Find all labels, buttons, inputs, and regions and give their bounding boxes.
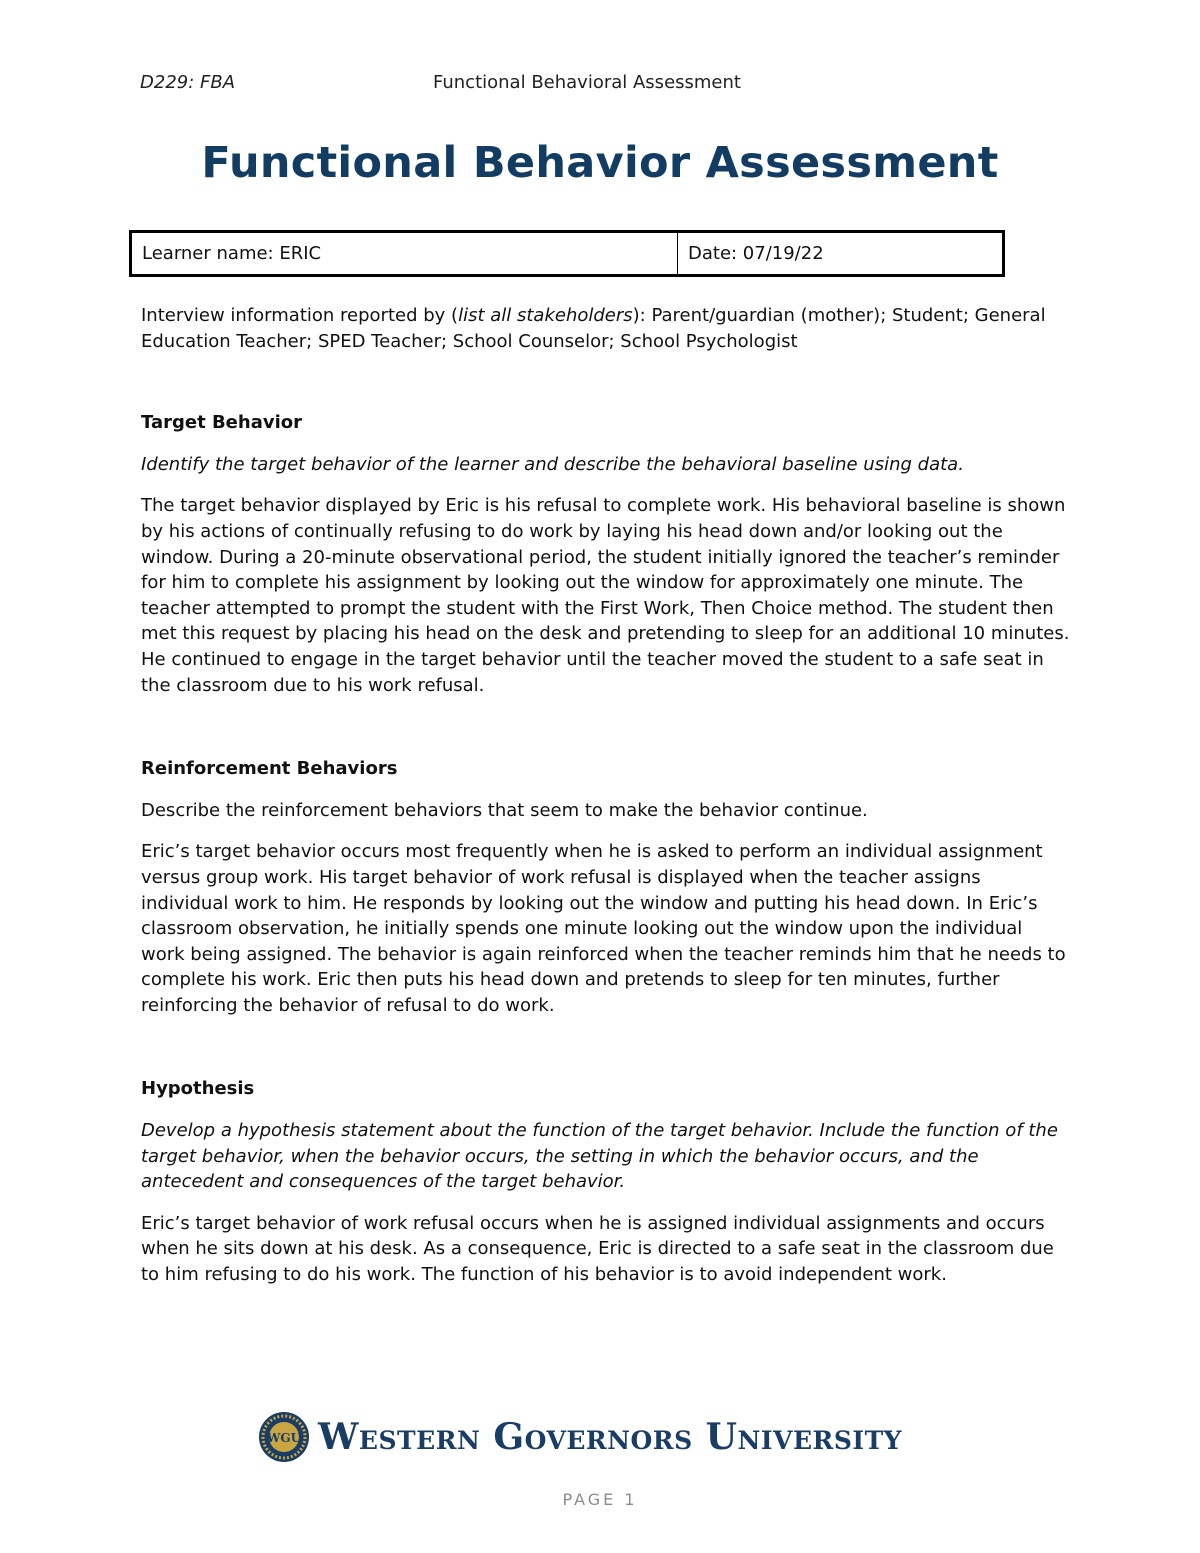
stakeholders-paragraph xyxy=(141,303,1071,354)
learner-info-table xyxy=(129,230,1005,277)
learner-name-cell: Learner name: ERIC xyxy=(132,233,678,274)
header-document-name: Functional Behavioral Assessment xyxy=(433,72,741,93)
university-seal-icon xyxy=(258,1411,310,1463)
section-instruction-reinforcement: Describe the reinforcement behaviors that seem to make the behavior continue. xyxy=(141,799,868,821)
section-instruction-target-behavior: Identify the target behavior of the learner and describe the behavioral baseline using data. xyxy=(141,453,964,475)
page-title: Functional Behavior Assessment xyxy=(201,138,999,188)
section-heading-target-behavior: Target Behavior xyxy=(141,412,302,434)
section-body-target-behavior: The target behavior displayed by Eric is his refusal to complete work. His behavioral baseline is shown by his actions of continually refusing to do work by laying his head down and/or looking out the window. During a 20-minute observational period, the student initially ignored the teacher’s reminder for him to complete his assignment by looking out the window for approximately one minute. The teacher attempted to prompt the student with the First Work, Then Choice method. The student then met this request by placing his head on the desk and pretending to sleep for an additional 10 minutes. He continued to engage in the target behavior until the teacher moved the student to a safe seat in the classroom due to his work refusal. xyxy=(141,495,1070,696)
section-instruction-hypothesis: Develop a hypothesis statement about the function of the target behavior. Include the function of the target behavior, when the behavior occurs, the setting in which the behavior occurs, and the antecedent and consequences of the target behavior. xyxy=(141,1120,1058,1193)
section-heading-reinforcement: Reinforcement Behaviors xyxy=(141,758,398,780)
stakeholders-italic: list all stakeholders xyxy=(458,305,633,326)
section-heading-hypothesis: Hypothesis xyxy=(141,1078,255,1100)
university-logo xyxy=(258,1411,902,1463)
date-cell: Date: 07/19/22 xyxy=(688,243,824,264)
header-course-code: D229: FBA xyxy=(140,72,236,93)
page-number: PAGE 1 xyxy=(562,1490,638,1509)
university-wordmark: Western Governors University xyxy=(318,1416,903,1458)
seal-text: WGU xyxy=(266,1431,302,1445)
stakeholders-prefix: Interview information reported by ( xyxy=(141,305,459,326)
section-body-reinforcement: Eric’s target behavior occurs most frequently when he is asked to perform an individual assignment versus group work. His target behavior of work refusal is displayed when the teacher assigns individual work to him. He responds by looking out the window and putting his head down. In Eric’s classroom observation, he initially spends one minute looking out the window upon the individual work being assigned. The behavior is again reinforced when the teacher reminds him that he needs to complete his work. Eric then puts his head down and pretends to sleep for ten minutes, further reinforcing the behavior of refusal to do work. xyxy=(141,841,1066,1016)
stakeholders-list: ): Parent/guardian (mother); Student; General Education Teacher; SPED Teacher; School Counselor; School Psychologist xyxy=(141,305,1046,352)
section-body-hypothesis: Eric’s target behavior of work refusal occurs when he is assigned individual assignments and occurs when he sits down at his desk. As a consequence, Eric is directed to a safe seat in the classroom due to him refusing to do his work. The function of his behavior is to avoid independent work. xyxy=(141,1212,1054,1286)
document-body xyxy=(141,303,1071,1288)
